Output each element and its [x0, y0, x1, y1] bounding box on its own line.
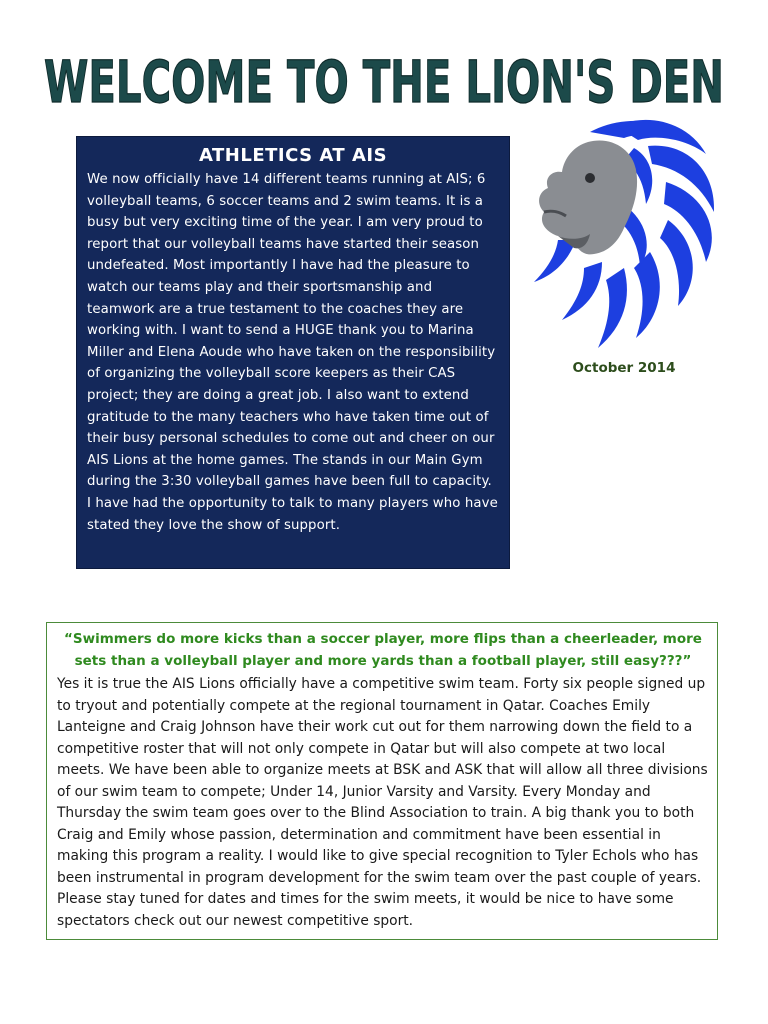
lion-head-icon [528, 112, 724, 352]
issue-date: October 2014 [572, 360, 676, 376]
athletics-article [76, 136, 510, 569]
swim-body: Yes it is true the AIS Lions officially have a competitive swim team. Forty six people signed up to tryout and potentially compete at the regional tournament in Qatar. Coaches Emily Lanteigne and Craig Johnson have their work cut out for them narrowing down the field to a competitive roster that will not only compete in Qatar but will also compete at two local meets. We have been able to organize meets at BSK and ASK that will allow all three divisions of our swim team to compete; Under 14, Junior Varsity and Varsity. Every Monday and Thursday the swim team goes over to the Blind Association to train. A big thank you to both Craig and Emily whose passion, determination and commitment have been essential in making this program a reality. I would like to give special recognition to Tyler Echols who has been instrumental in program development for the swim team over the past couple of years. Please stay tuned for dates and times for the swim meets, it would be nice to have some spectators check out our newest competitive sport. [57, 676, 708, 929]
athletics-body: We now officially have 14 different teams running at AIS; 6 volleyball teams, 6 soccer teams and 2 swim teams. It is a busy but very exciting time of the year. I am very proud to report that our volleyball teams have started their season undefeated. Most importantly I have had the pleasure to watch our teams play and their sportsmanship and teamwork are a true testament to the coaches they are working with. I want to send a HUGE thank you to Marina Miller and Elena Aoude who have taken on the responsibility of organizing the volleyball score keepers as their CAS project; they are doing a great job. I also want to extend gratitude to the many teachers who have taken time out of their busy personal schedules to come out and cheer on our AIS Lions at the home games. The stands in our Main Gym during the 3:30 volleyball games have been full to capacity. I have had the opportunity to talk to many players who have stated they love the show of support. [87, 172, 498, 533]
page-title: WELCOME TO THE LION'S DEN [44, 48, 724, 116]
swim-quote: “Swimmers do more kicks than a soccer player, more flips than a cheerleader, more sets than a volleyball player and more yards than a football player, still easy???” [64, 631, 702, 669]
swim-team-article [46, 622, 718, 940]
athletics-heading: ATHLETICS AT AIS [198, 145, 388, 166]
masthead-title-art [0, 38, 768, 116]
newsletter-masthead [0, 38, 768, 116]
